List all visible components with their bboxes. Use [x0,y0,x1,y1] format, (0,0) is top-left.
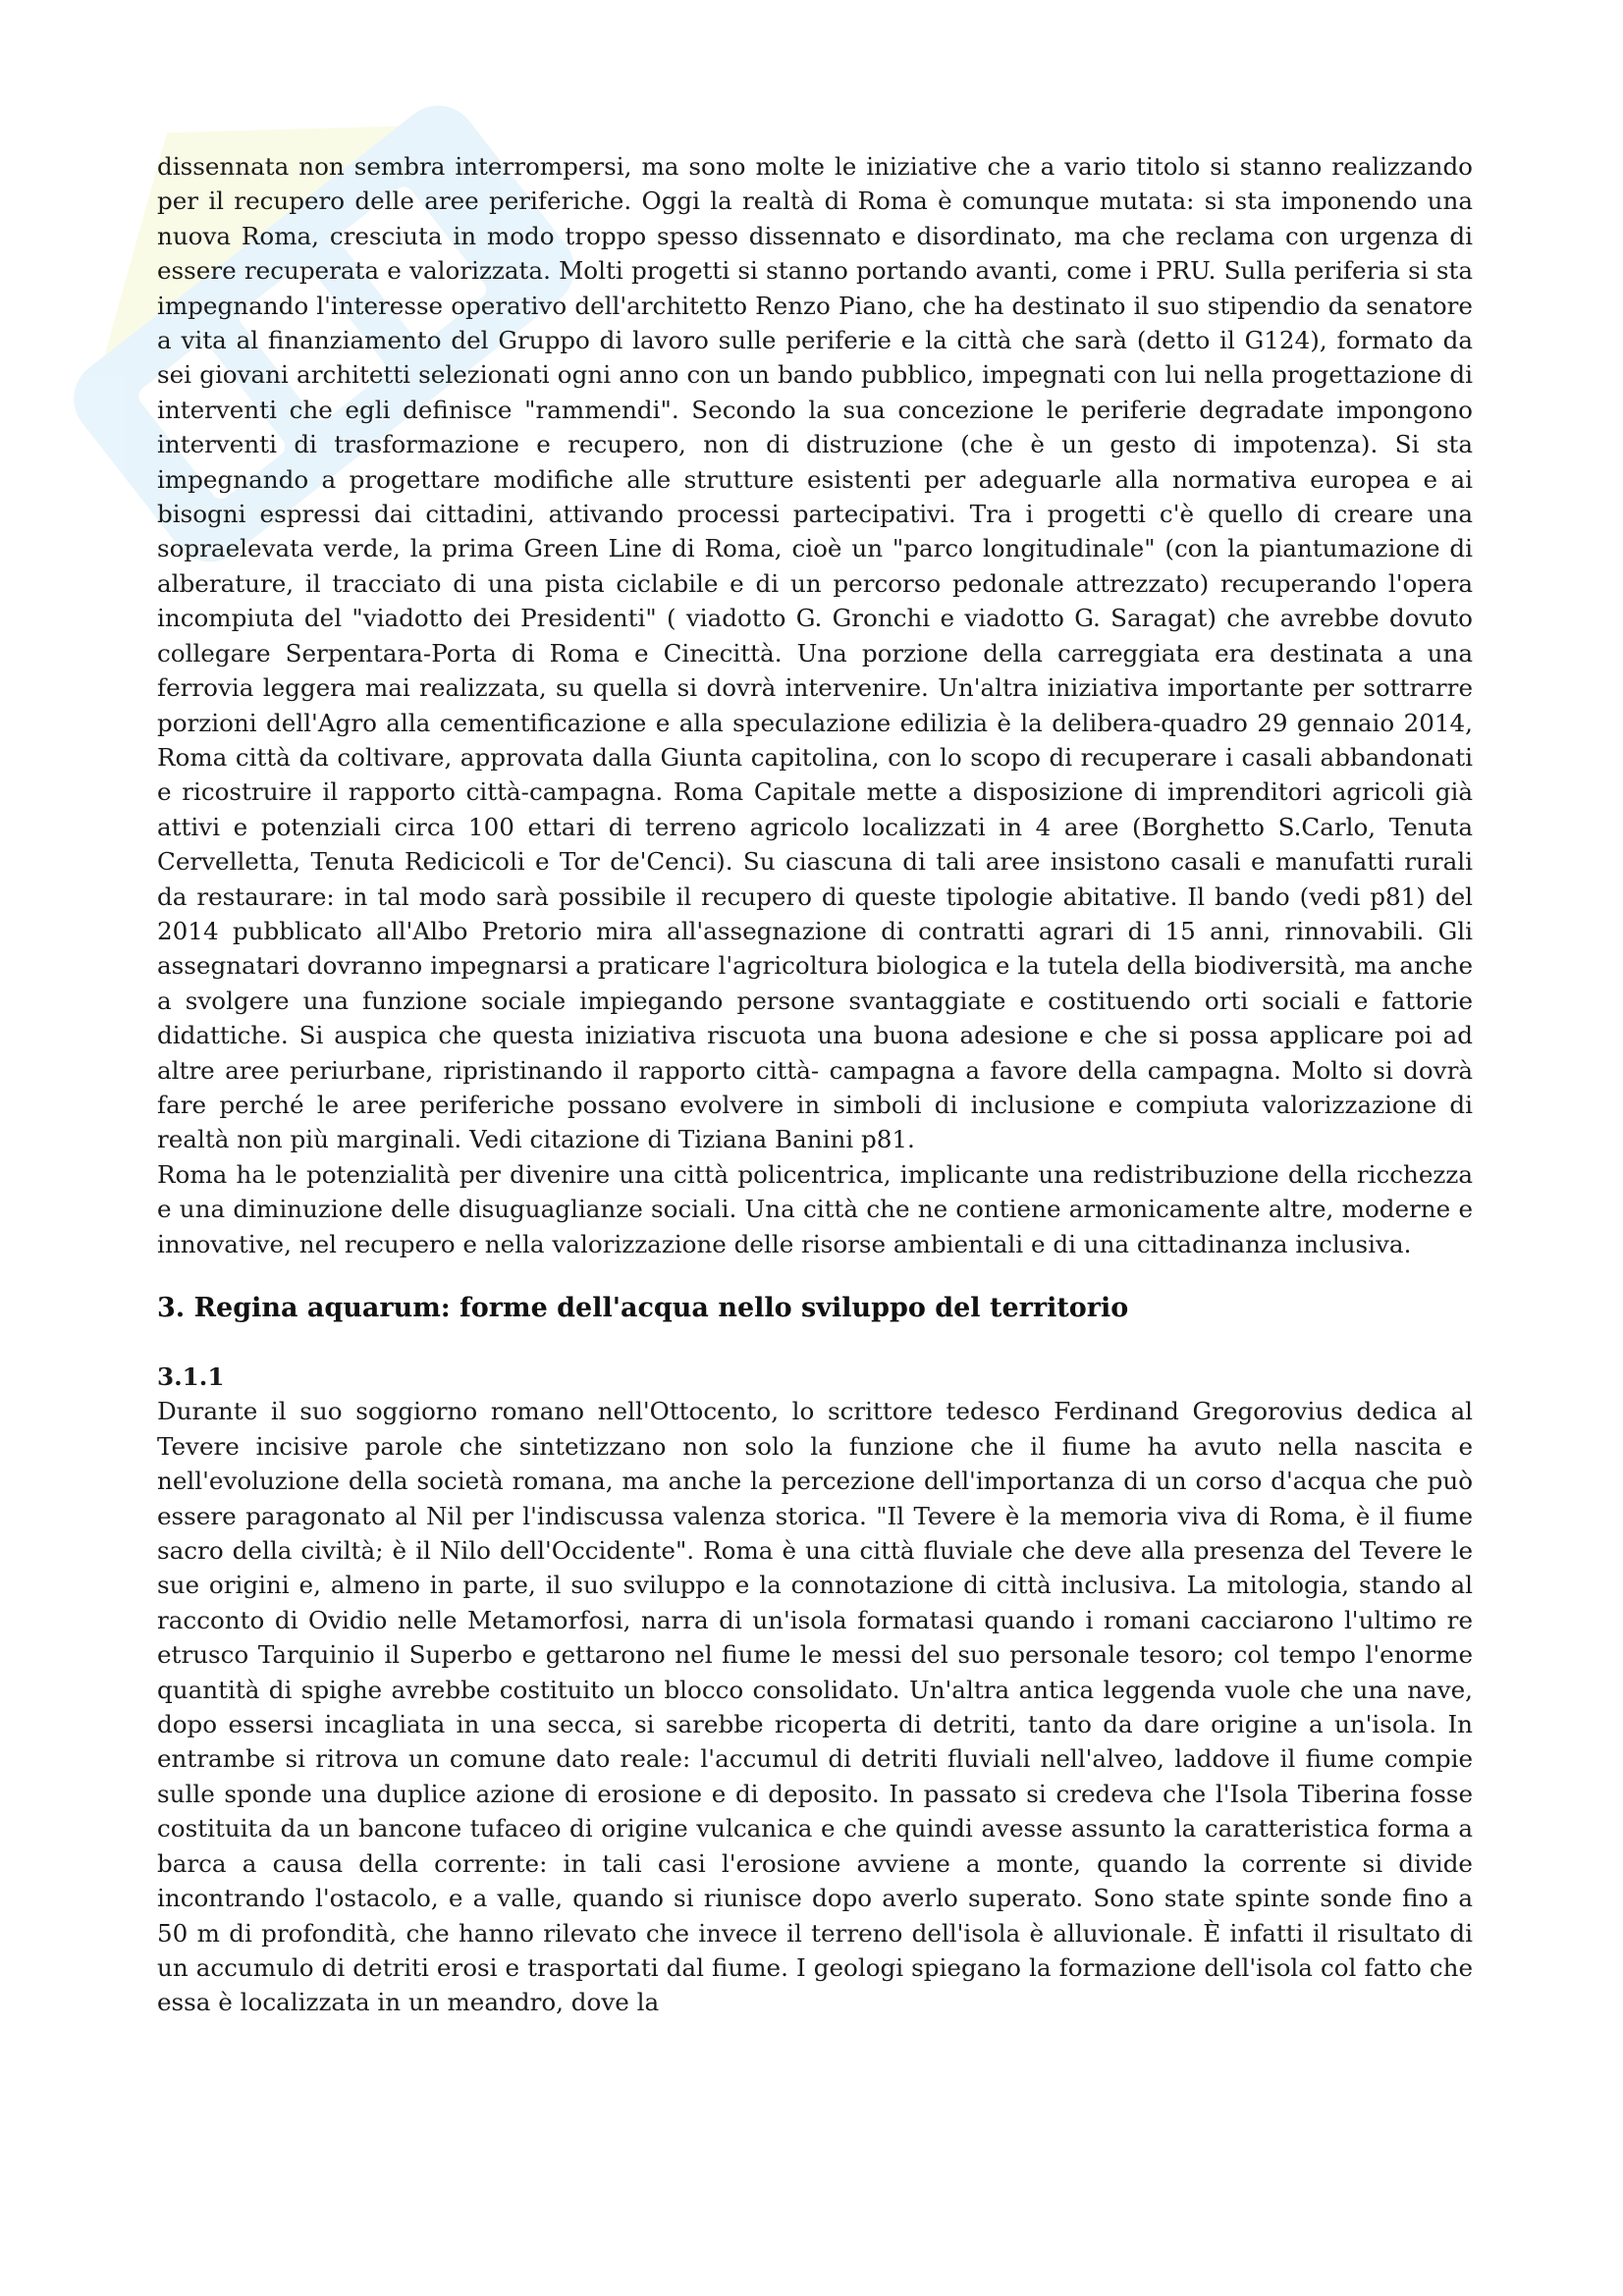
subsection-number: 3.1.1 [157,1362,225,1391]
section-heading: 3. Regina aquarum: forme dell'acqua nello sviluppo del territorio [157,1293,1129,1323]
body-paragraph: Roma ha le potenzialità per divenire una città policentrica, implicante una redistribuzione della ricchezza e una diminuzione delle disuguaglianze sociali. Una città che ne contiene armonicamente altre, moderne e innovative, nel recupero e nella valorizzazione delle risorse ambientali e di una cittadinanza inclusiva. [157,1159,1473,1258]
body-paragraph: Durante il suo soggiorno romano nell'Ottocento, lo scrittore tedesco Ferdinand Gregorovius dedica al Tevere incisive parole che sintetizzano non solo la funzione che il fiume ha avuto nella nascita e nell'evoluzione della società romana, ma anche la percezione dell'importanza di un corso d'acqua che può essere paragonato al Nil per l'indiscussa valenza storica. "Il Tevere è la memoria viva di Roma, è il fiume sacro della civiltà; è il Nilo dell'Occidente". Roma è una città fluviale che deve alla presenza del Tevere le sue origini e, almeno in parte, il suo sviluppo e la connotazione di città inclusiva. La mitologia, stando al racconto di Ovidio nelle Metamorfosi, narra di un'isola formatasi quando i romani cacciarono l'ultimo re etrusco Tarquinio il Superbo e gettarono nel fiume le messi del suo personale tesoro; col tempo l'enorme quantità di spighe avrebbe costituito un blocco consolidato. Un'altra antica leggenda vuole che una nave, dopo essersi incagliata in una secca, si sarebbe ricoperta di detriti, tanto da dare origine a un'isola. In entrambe si ritrova un comune dato reale: l'accumul di detriti fluviali nell'alveo, laddove il fiume compie sulle sponde una duplice azione di erosione e di deposito. In passato si credeva che l'Isola Tiberina fosse costituita da un bancone tufaceo di origine vulcanica e che quindi avesse assunto la caratteristica forma a barca a causa della corrente: in tali casi l'erosione avviene a monte, quando la corrente si divide incontrando l'ostacolo, e a valle, quando si riunisce dopo averlo superato. Sono state spinte sonde fino a 50 m di profondità, che hanno rilevato che invece il terreno dell'isola è alluvionale. È infatti il risultato di un accumulo di detriti erosi e trasportati dal fiume. I geologi spiegano la formazione dell'isola col fatto che essa è localizzata in un meandro, dove la [157,1397,1473,2017]
document-page [157,149,1473,2020]
body-paragraph: dissennata non sembra interrompersi, ma sono molte le iniziative che a vario titolo si stanno realizzando per il recupero delle aree periferiche. Oggi la realtà di Roma è comunque mutata: si sta imponendo una nuova Roma, cresciuta in modo troppo spesso dissennato e disordinato, ma che reclama con urgenza di essere recuperata e valorizzata. Molti progetti si stanno portando avanti, come i PRU. Sulla periferia si sta impegnando l'interesse operativo dell'architetto Renzo Piano, che ha destinato il suo stipendio da senatore a vita al finanziamento del Gruppo di lavoro sulle periferie e la città che sarà (detto il G124), formato da sei giovani architetti selezionati ogni anno con un bando pubblico, impegnati con lui nella progettazione di interventi che egli definisce "rammendi". Secondo la sua concezione le periferie degradate impongono interventi di trasformazione e recupero, non di distruzione (che è un gesto di impotenza). Si sta impegnando a progettare modifiche alle strutture esistenti per adeguarle alla normativa europea e ai bisogni espressi dai cittadini, attivando processi partecipativi. Tra i progetti c'è quello di creare una sopraelevata verde, la prima Green Line di Roma, cioè un "parco longitudinale" (con la piantumazione di alberature, il tracciato di una pista ciclabile e di un percorso pedonale attrezzato) recuperando l'opera incompiuta del "viadotto dei Presidenti" ( viadotto G. Gronchi e viadotto G. Saragat) che avrebbe dovuto collegare Serpentara-Porta di Roma e Cinecittà. Una porzione della carreggiata era destinata a una ferrovia leggera mai realizzata, su quella si dovrà intervenire. Un'altra iniziativa importante per sottrarre porzioni dell'Agro alla cementificazione e alla speculazione edilizia è la delibera-quadro 29 gennaio 2014, Roma città da coltivare, approvata dalla Giunta capitolina, con lo scopo di recuperare i casali abbandonati e ricostruire il rapporto città-campagna. Roma Capitale mette a disposizione di imprenditori agricoli già attivi e potenziali circa 100 ettari di terreno agricolo localizzati in 4 aree (Borghetto S.Carlo, Tenuta Cervelletta, Tenuta Redicicoli e Tor de'Cenci). Su ciascuna di tali aree insistono casali e manufatti rurali da restaurare: in tal modo sarà possibile il recupero di queste tipologie abitative. Il bando (vedi p81) del 2014 pubblicato all'Albo Pretorio mira all'assegnazione di contratti agrari di 15 anni, rinnovabili. Gli assegnatari dovranno impegnarsi a praticare l'agricoltura biologica e la tutela della biodiversità, ma anche a svolgere una funzione sociale impiegando persone svantaggiate e costituendo orti sociali e fattorie didattiche. Si auspica che questa iniziativa riscuota una buona adesione e che si possa applicare poi ad altre aree periurbane, ripristinando il rapporto città- campagna a favore della campagna. Molto si dovrà fare perché le aree periferiche possano evolvere in simboli di inclusione e compiuta valorizzazione di realtà non più marginali. Vedi citazione di Tiziana Banini p81. [157,152,1473,1154]
